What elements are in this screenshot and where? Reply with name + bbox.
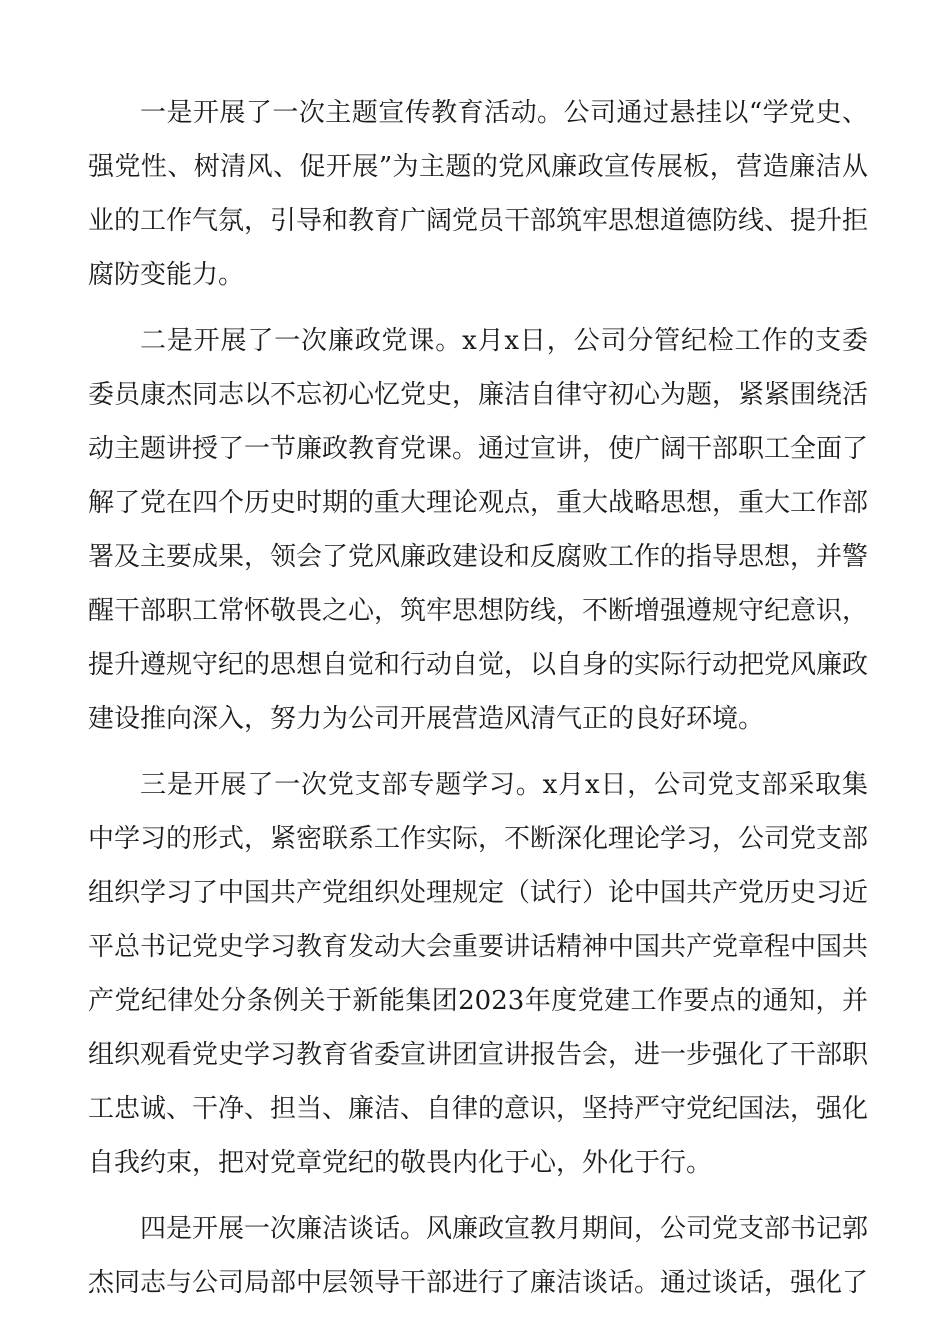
text-line: 自我约束，把对党章党纪的敬畏内化于心，外化于行。	[88, 1148, 713, 1178]
text-line: 三是开展了一次党支部专题学习。x月x日，公司党支部采取集	[140, 770, 868, 800]
text-line: 组织学习了中国共产党组织处理规定（试行）论中国共产党历史习近	[88, 878, 868, 908]
paragraph-2	[88, 314, 868, 746]
text-line: 腐防变能力。	[88, 260, 245, 290]
paragraph-3	[88, 758, 868, 1190]
text-line: 署及主要成果，领会了党风廉政建设和反腐败工作的指导思想，并警	[88, 542, 868, 572]
text-line: 解了党在四个历史时期的重大理论观点，重大战略思想，重大工作部	[88, 488, 868, 518]
text-line: 醒干部职工常怀敬畏之心，筑牢思想防线，不断增强遵规守纪意识，	[88, 596, 868, 626]
paragraph-1	[88, 86, 868, 302]
text-line: 业的工作气氛，引导和教育广阔党员干部筑牢思想道德防线、提升拒	[88, 206, 868, 236]
paragraph-4	[88, 1202, 868, 1310]
text-line: 一是开展了一次主题宣传教育活动。公司通过悬挂以“学党史、	[140, 98, 868, 128]
text-line: 工忠诚、干净、担当、廉洁、自律的意识，坚持严守党纪国法，强化	[88, 1094, 868, 1124]
text-line: 提升遵规守纪的思想自觉和行动自觉，以自身的实际行动把党风廉政	[88, 650, 868, 680]
text-line: 杰同志与公司局部中层领导干部进行了廉洁谈话。通过谈话，强化了	[88, 1268, 868, 1298]
text-line: 中学习的形式，紧密联系工作实际，不断深化理论学习，公司党支部	[88, 824, 868, 854]
text-line: 动主题讲授了一节廉政教育党课。通过宣讲，使广阔干部职工全面了	[88, 434, 868, 464]
text-line: 强党性、树清风、促开展”为主题的党风廉政宣传展板，营造廉洁从	[88, 152, 868, 182]
text-line: 委员康杰同志以不忘初心忆党史，廉洁自律守初心为题，紧紧围绕活	[88, 380, 868, 410]
text-line: 平总书记党史学习教育发动大会重要讲话精神中国共产党章程中国共	[88, 932, 868, 962]
document-body	[88, 86, 868, 1322]
text-line: 四是开展一次廉洁谈话。风廉政宣教月期间，公司党支部书记郭	[140, 1214, 868, 1244]
text-line: 产党纪律处分条例关于新能集团2023年度党建工作要点的通知，并	[88, 986, 868, 1016]
text-line: 二是开展了一次廉政党课。x月x日，公司分管纪检工作的支委	[140, 326, 868, 356]
text-line: 建设推向深入，努力为公司开展营造风清气正的良好环境。	[88, 704, 765, 734]
text-line: 组织观看党史学习教育省委宣讲团宣讲报告会，进一步强化了干部职	[88, 1040, 868, 1070]
